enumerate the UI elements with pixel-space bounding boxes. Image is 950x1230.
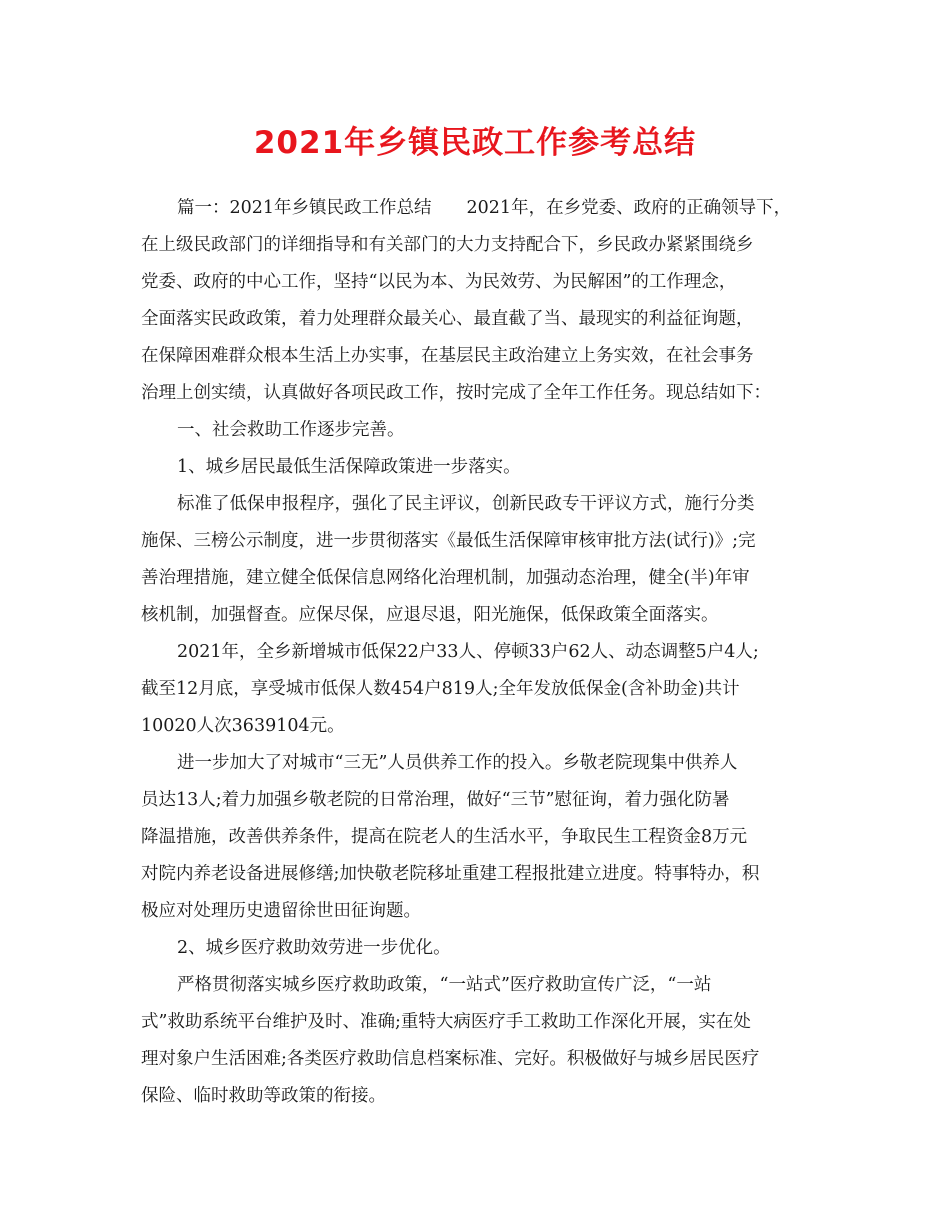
paragraph-medical-line-3: 理对象户生活困难;各类医疗救助信息档案标准、完好。积极做好与城乡居民医疗 <box>141 1049 760 1069</box>
paragraph-care-line-4: 对院内养老设备进展修缮;加快敬老院移址重建工程报批建立进度。特事特办，积 <box>141 864 760 884</box>
section-heading-1: 一、社会救助工作逐步完善。 <box>177 420 405 440</box>
document-body <box>141 190 826 1115</box>
paragraph-intro-line-2: 在上级民政部门的详细指导和有关部门的大力支持配合下，乡民政办紧紧围绕乡 <box>141 235 754 255</box>
paragraph-stats-line-2: 截至12月底，享受城市低保人数454户819人;全年发放低保金(含补助金)共计 <box>141 679 740 699</box>
paragraph-care-line-3: 降温措施，改善供养条件，提高在院老人的生活水平，争取民生工程资金8万元 <box>141 827 748 847</box>
paragraph-care-line-5: 极应对处理历史遗留徐世田征询题。 <box>141 901 421 921</box>
paragraph-intro-line-4: 全面落实民政政策，着力处理群众最关心、最直截了当、最现实的利益征询题， <box>141 309 754 329</box>
paragraph-lowincome-line-1: 标准了低保申报程序，强化了民主评议，创新民政专干评议方式，施行分类 <box>177 494 755 514</box>
paragraph-medical-line-1: 严格贯彻落实城乡医疗救助政策，“一站式”医疗救助宣传广泛，“一站 <box>177 975 712 995</box>
paragraph-stats-line-1: 2021年，全乡新增城市低保22户33人、停顿33户62人、动态调整5户4人; <box>177 642 759 662</box>
paragraph-lowincome-line-2: 施保、三榜公示制度，进一步贯彻落实《最低生活保障审核审批方法(试行)》;完 <box>141 531 756 551</box>
paragraph-intro-line-6: 治理上创实绩，认真做好各项民政工作，按时完成了全年工作任务。现总结如下： <box>141 383 771 403</box>
paragraph-lowincome-line-4: 核机制，加强督查。应保尽保，应退尽退，阳光施保，低保政策全面落实。 <box>141 605 719 625</box>
paragraph-intro-line-1: 篇一：2021年乡镇民政工作总结 2021年，在乡党委、政府的正确领导下， <box>177 198 792 218</box>
paragraph-medical-line-4: 保险、临时救助等政策的衔接。 <box>141 1086 386 1106</box>
subsection-heading-2: 2、城乡医疗救助效劳进一步优化。 <box>177 938 451 958</box>
paragraph-medical-line-2: 式”救助系统平台维护及时、准确;重特大病医疗手工救助工作深化开展，实在处 <box>141 1012 751 1032</box>
paragraph-care-line-2: 员达13人;着力加强乡敬老院的日常治理，做好“三节”慰征询，着力强化防暑 <box>141 790 730 810</box>
paragraph-lowincome-line-3: 善治理措施，建立健全低保信息网络化治理机制，加强动态治理，健全(半)年审 <box>141 568 750 588</box>
paragraph-intro-line-3: 党委、政府的中心工作，坚持“以民为本、为民效劳、为民解困”的工作理念， <box>141 272 737 292</box>
paragraph-care-line-1: 进一步加大了对城市“三无”人员供养工作的投入。乡敬老院现集中供养人 <box>177 753 738 773</box>
document-title: 2021年乡镇民政工作参考总结 <box>253 125 697 161</box>
paragraph-intro-line-5: 在保障困难群众根本生活上办实事，在基层民主政治建立上务实效，在社会事务 <box>141 346 754 366</box>
subsection-heading-1: 1、城乡居民最低生活保障政策进一步落实。 <box>177 457 521 477</box>
paragraph-stats-line-3: 10020人次3639104元。 <box>141 716 345 736</box>
